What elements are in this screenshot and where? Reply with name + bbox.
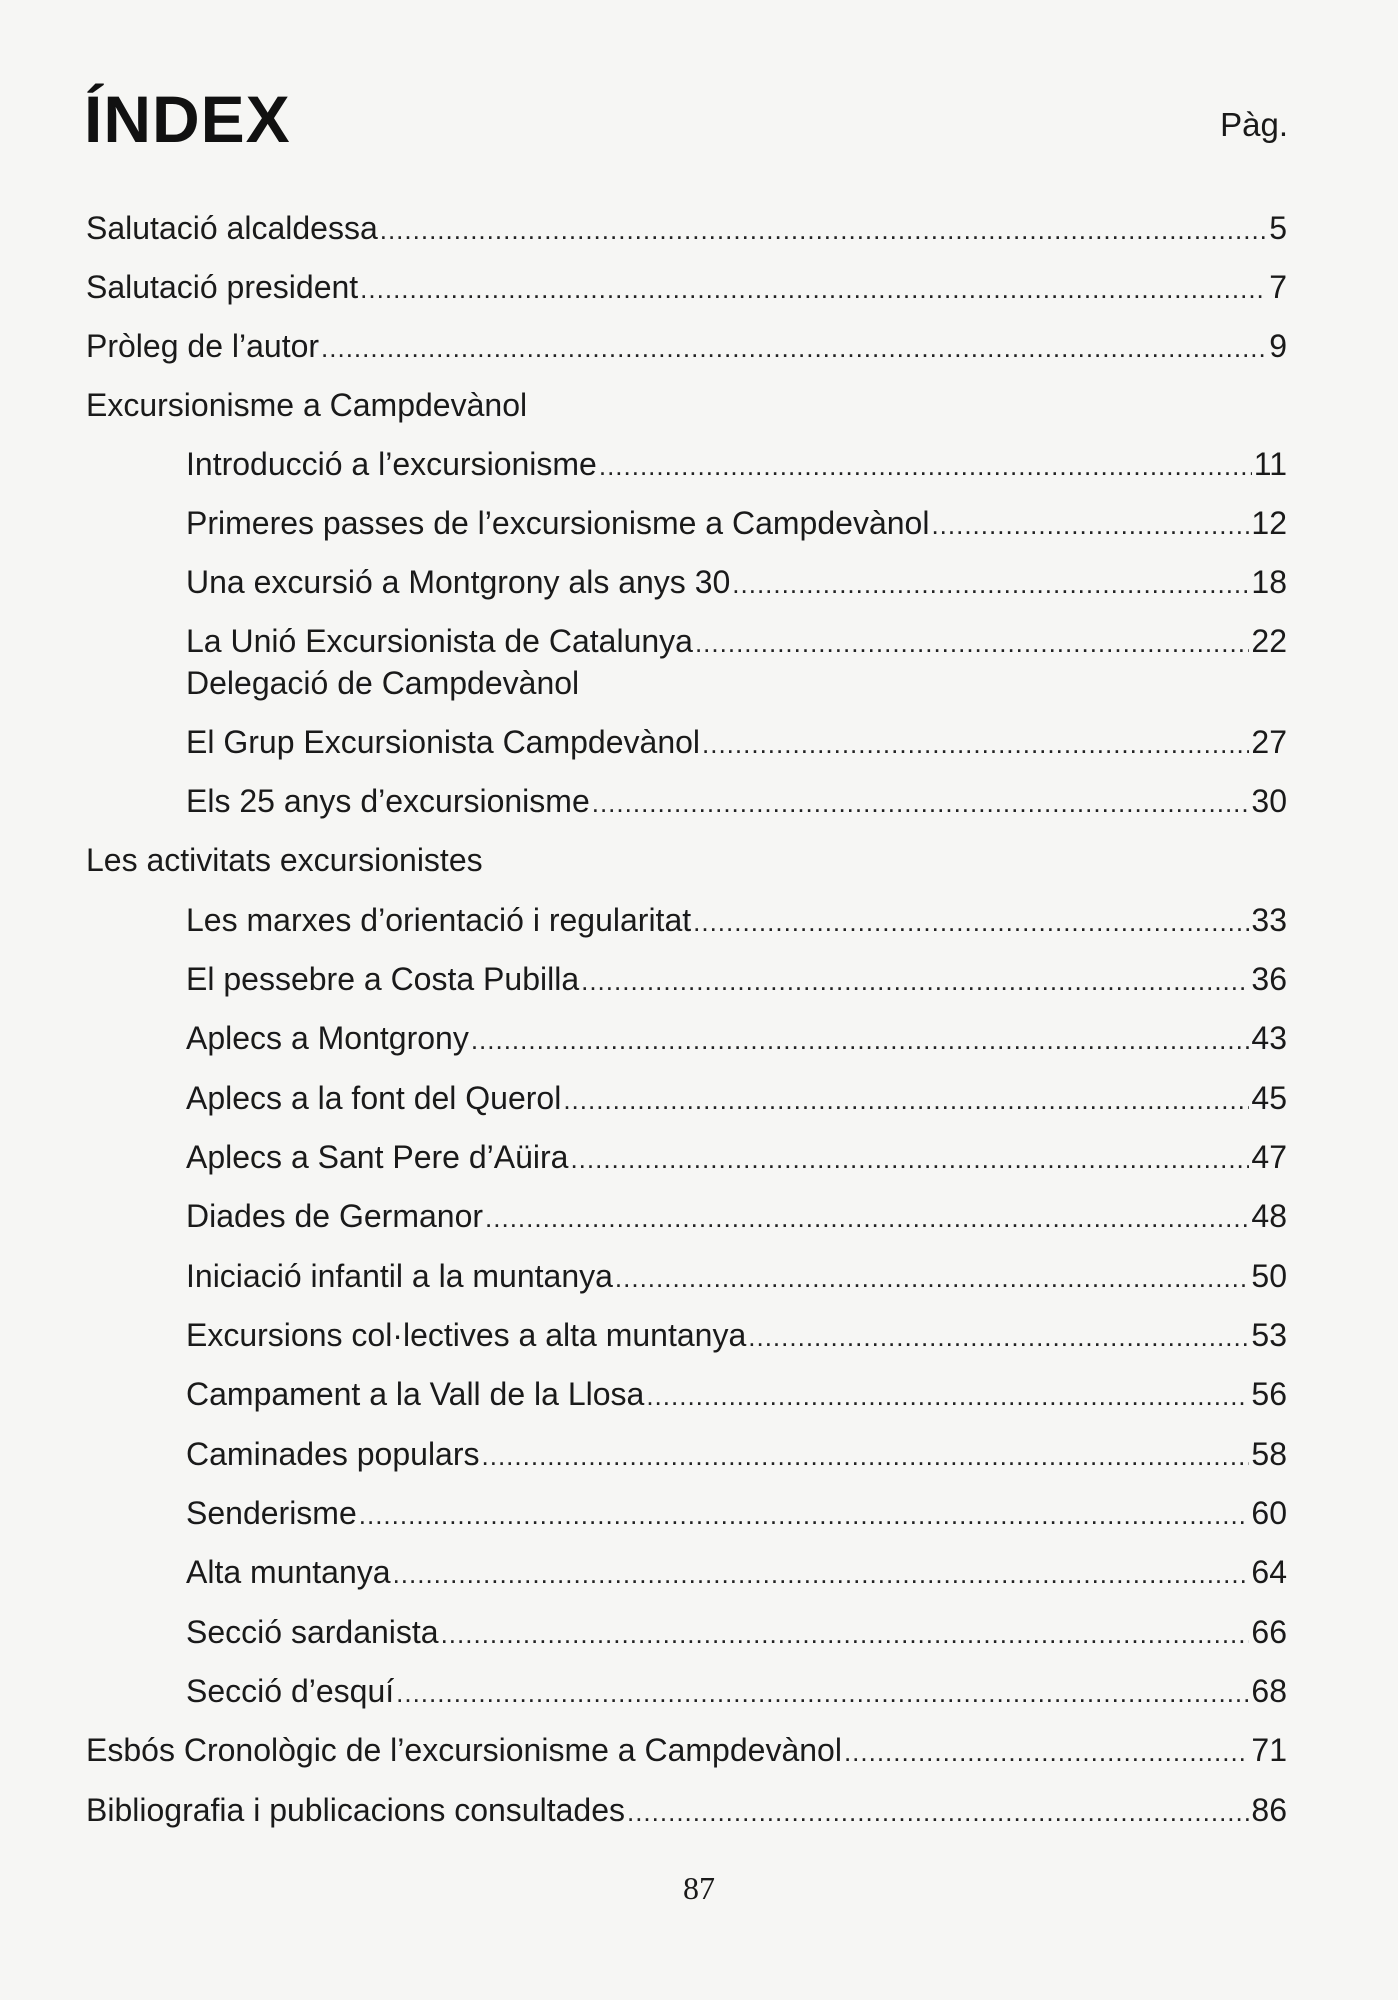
toc-entry [186, 445, 1287, 483]
dot-leader [646, 1377, 1249, 1415]
page-title: ÍNDEX [84, 82, 291, 156]
toc-entry-page: 30 [1251, 783, 1287, 819]
toc-entry-page: 43 [1251, 1020, 1287, 1056]
dot-leader [321, 329, 1267, 367]
dot-leader [615, 1259, 1250, 1297]
dot-leader [693, 903, 1249, 941]
toc-entry-page: 53 [1251, 1317, 1287, 1353]
page-column-label: Pàg. [1220, 106, 1288, 143]
toc-entry [186, 901, 1287, 939]
dot-leader [563, 1081, 1249, 1119]
toc-entry [186, 622, 1287, 660]
toc-entry-label: Pròleg de l’autor [86, 328, 320, 364]
toc-entry [186, 1435, 1287, 1473]
toc-entry-label: Les marxes d’orientació i regularitat [186, 902, 692, 938]
toc-entry-page: 71 [1251, 1732, 1287, 1768]
toc-entry-page: 7 [1269, 269, 1287, 305]
toc-entry [186, 1672, 1287, 1710]
toc-entry-label: Aplecs a Sant Pere d’Aüira [186, 1139, 569, 1175]
toc-entry-label: Campament a la Vall de la Llosa [186, 1376, 645, 1412]
toc-entry-label: Introducció a l’excursionisme [186, 446, 597, 482]
toc-entry-label: Esbós Cronològic de l’excursionisme a Campdevànol [86, 1732, 842, 1768]
toc-entry-label: Els 25 anys d’excursionisme [186, 783, 590, 819]
toc-entry [86, 268, 1287, 306]
toc-entry-label: El pessebre a Costa Pubilla [186, 961, 580, 997]
toc-entry [186, 504, 1287, 542]
toc-entry-page: 58 [1251, 1436, 1287, 1472]
dot-leader [599, 447, 1252, 485]
toc-entry [186, 1613, 1287, 1651]
toc-entry-page: 60 [1251, 1495, 1287, 1531]
dot-leader [581, 962, 1249, 1000]
dot-leader [627, 1793, 1249, 1831]
toc-entry-label: La Unió Excursionista de Catalunya [186, 623, 693, 659]
toc-entry-page: 12 [1251, 505, 1287, 541]
toc-entry [86, 1791, 1287, 1829]
toc-entry-label: Una excursió a Montgrony als anys 30 [186, 564, 731, 600]
dot-leader [359, 1496, 1250, 1534]
dot-leader [592, 784, 1250, 822]
toc-entry [86, 209, 1287, 247]
toc-entry-label: Senderisme [186, 1495, 357, 1531]
toc-entry-page: 68 [1251, 1673, 1287, 1709]
toc-entry-page: 18 [1251, 564, 1287, 600]
toc-entry-page: 36 [1251, 961, 1287, 997]
toc-entry-page: 64 [1251, 1554, 1287, 1590]
dot-leader [485, 1199, 1249, 1237]
toc-entry-continuation: Delegació de Campdevànol [186, 665, 580, 701]
toc-entry-page: 66 [1251, 1614, 1287, 1650]
dot-leader [732, 565, 1249, 603]
toc-entry [186, 723, 1287, 761]
toc-entry-label: Secció sardanista [186, 1614, 439, 1650]
page-number: 87 [683, 1870, 715, 1906]
toc-entry-label: Excursions col·lectives a alta muntanya [186, 1317, 747, 1353]
toc-entry [186, 1257, 1287, 1295]
toc-entry [186, 1019, 1287, 1057]
dot-leader [393, 1555, 1250, 1593]
dot-leader [441, 1615, 1250, 1653]
toc-entry-label: Iniciació infantil a la muntanya [186, 1258, 613, 1294]
toc-entry [86, 327, 1287, 365]
toc-entry [186, 1375, 1287, 1413]
toc-entry [186, 1079, 1287, 1117]
dot-leader [570, 1140, 1249, 1178]
toc-entry-page: 50 [1251, 1258, 1287, 1294]
toc-entry-label: Salutació alcaldessa [86, 210, 378, 246]
toc-entry-label: Caminades populars [186, 1436, 480, 1472]
toc-section-heading: Les activitats excursionistes [86, 842, 483, 878]
dot-leader [396, 1674, 1249, 1712]
toc-entry-label: Primeres passes de l’excursionisme a Campdevànol [186, 505, 930, 541]
toc-entry-page: 33 [1251, 902, 1287, 938]
toc-entry [186, 1553, 1287, 1591]
toc-entry-page: 11 [1253, 446, 1287, 482]
toc-entry-page: 27 [1251, 724, 1287, 760]
dot-leader [748, 1318, 1249, 1356]
dot-leader [471, 1021, 1250, 1059]
toc-entry-page: 45 [1251, 1080, 1287, 1116]
toc-entry [186, 1138, 1287, 1176]
dot-leader [380, 211, 1267, 249]
toc-entry [86, 1731, 1287, 1769]
dot-leader [695, 624, 1249, 662]
toc-entry-page: 56 [1251, 1376, 1287, 1412]
toc-entry-label: Secció d’esquí [186, 1673, 395, 1709]
toc-entry [186, 1494, 1287, 1532]
toc-entry-page: 9 [1269, 328, 1287, 364]
toc-entry-label: Aplecs a Montgrony [186, 1020, 469, 1056]
toc-entry [186, 1316, 1287, 1354]
toc-entry [186, 1197, 1287, 1235]
toc-entry-page: 48 [1251, 1198, 1287, 1234]
toc-entry-page: 22 [1251, 623, 1287, 659]
toc-section-heading: Excursionisme a Campdevànol [86, 387, 528, 423]
dot-leader [931, 506, 1249, 544]
toc-entry-page: 5 [1269, 210, 1287, 246]
toc-entry-label: Salutació president [86, 269, 359, 305]
toc-entry-label: Diades de Germanor [186, 1198, 484, 1234]
toc-entry-page: 86 [1251, 1792, 1287, 1828]
dot-leader [844, 1733, 1249, 1771]
dot-leader [482, 1437, 1250, 1475]
toc-entry-label: Aplecs a la font del Querol [186, 1080, 562, 1116]
toc-entry-label: El Grup Excursionista Campdevànol [186, 724, 701, 760]
dot-leader [702, 725, 1249, 763]
toc-entry-page: 47 [1251, 1139, 1287, 1175]
toc-entry [186, 960, 1287, 998]
toc-entry-label: Bibliografia i publicacions consultades [86, 1792, 625, 1828]
toc-entry-label: Alta muntanya [186, 1554, 391, 1590]
toc-entry [186, 563, 1287, 601]
toc-entry [186, 782, 1287, 820]
dot-leader [360, 270, 1267, 308]
